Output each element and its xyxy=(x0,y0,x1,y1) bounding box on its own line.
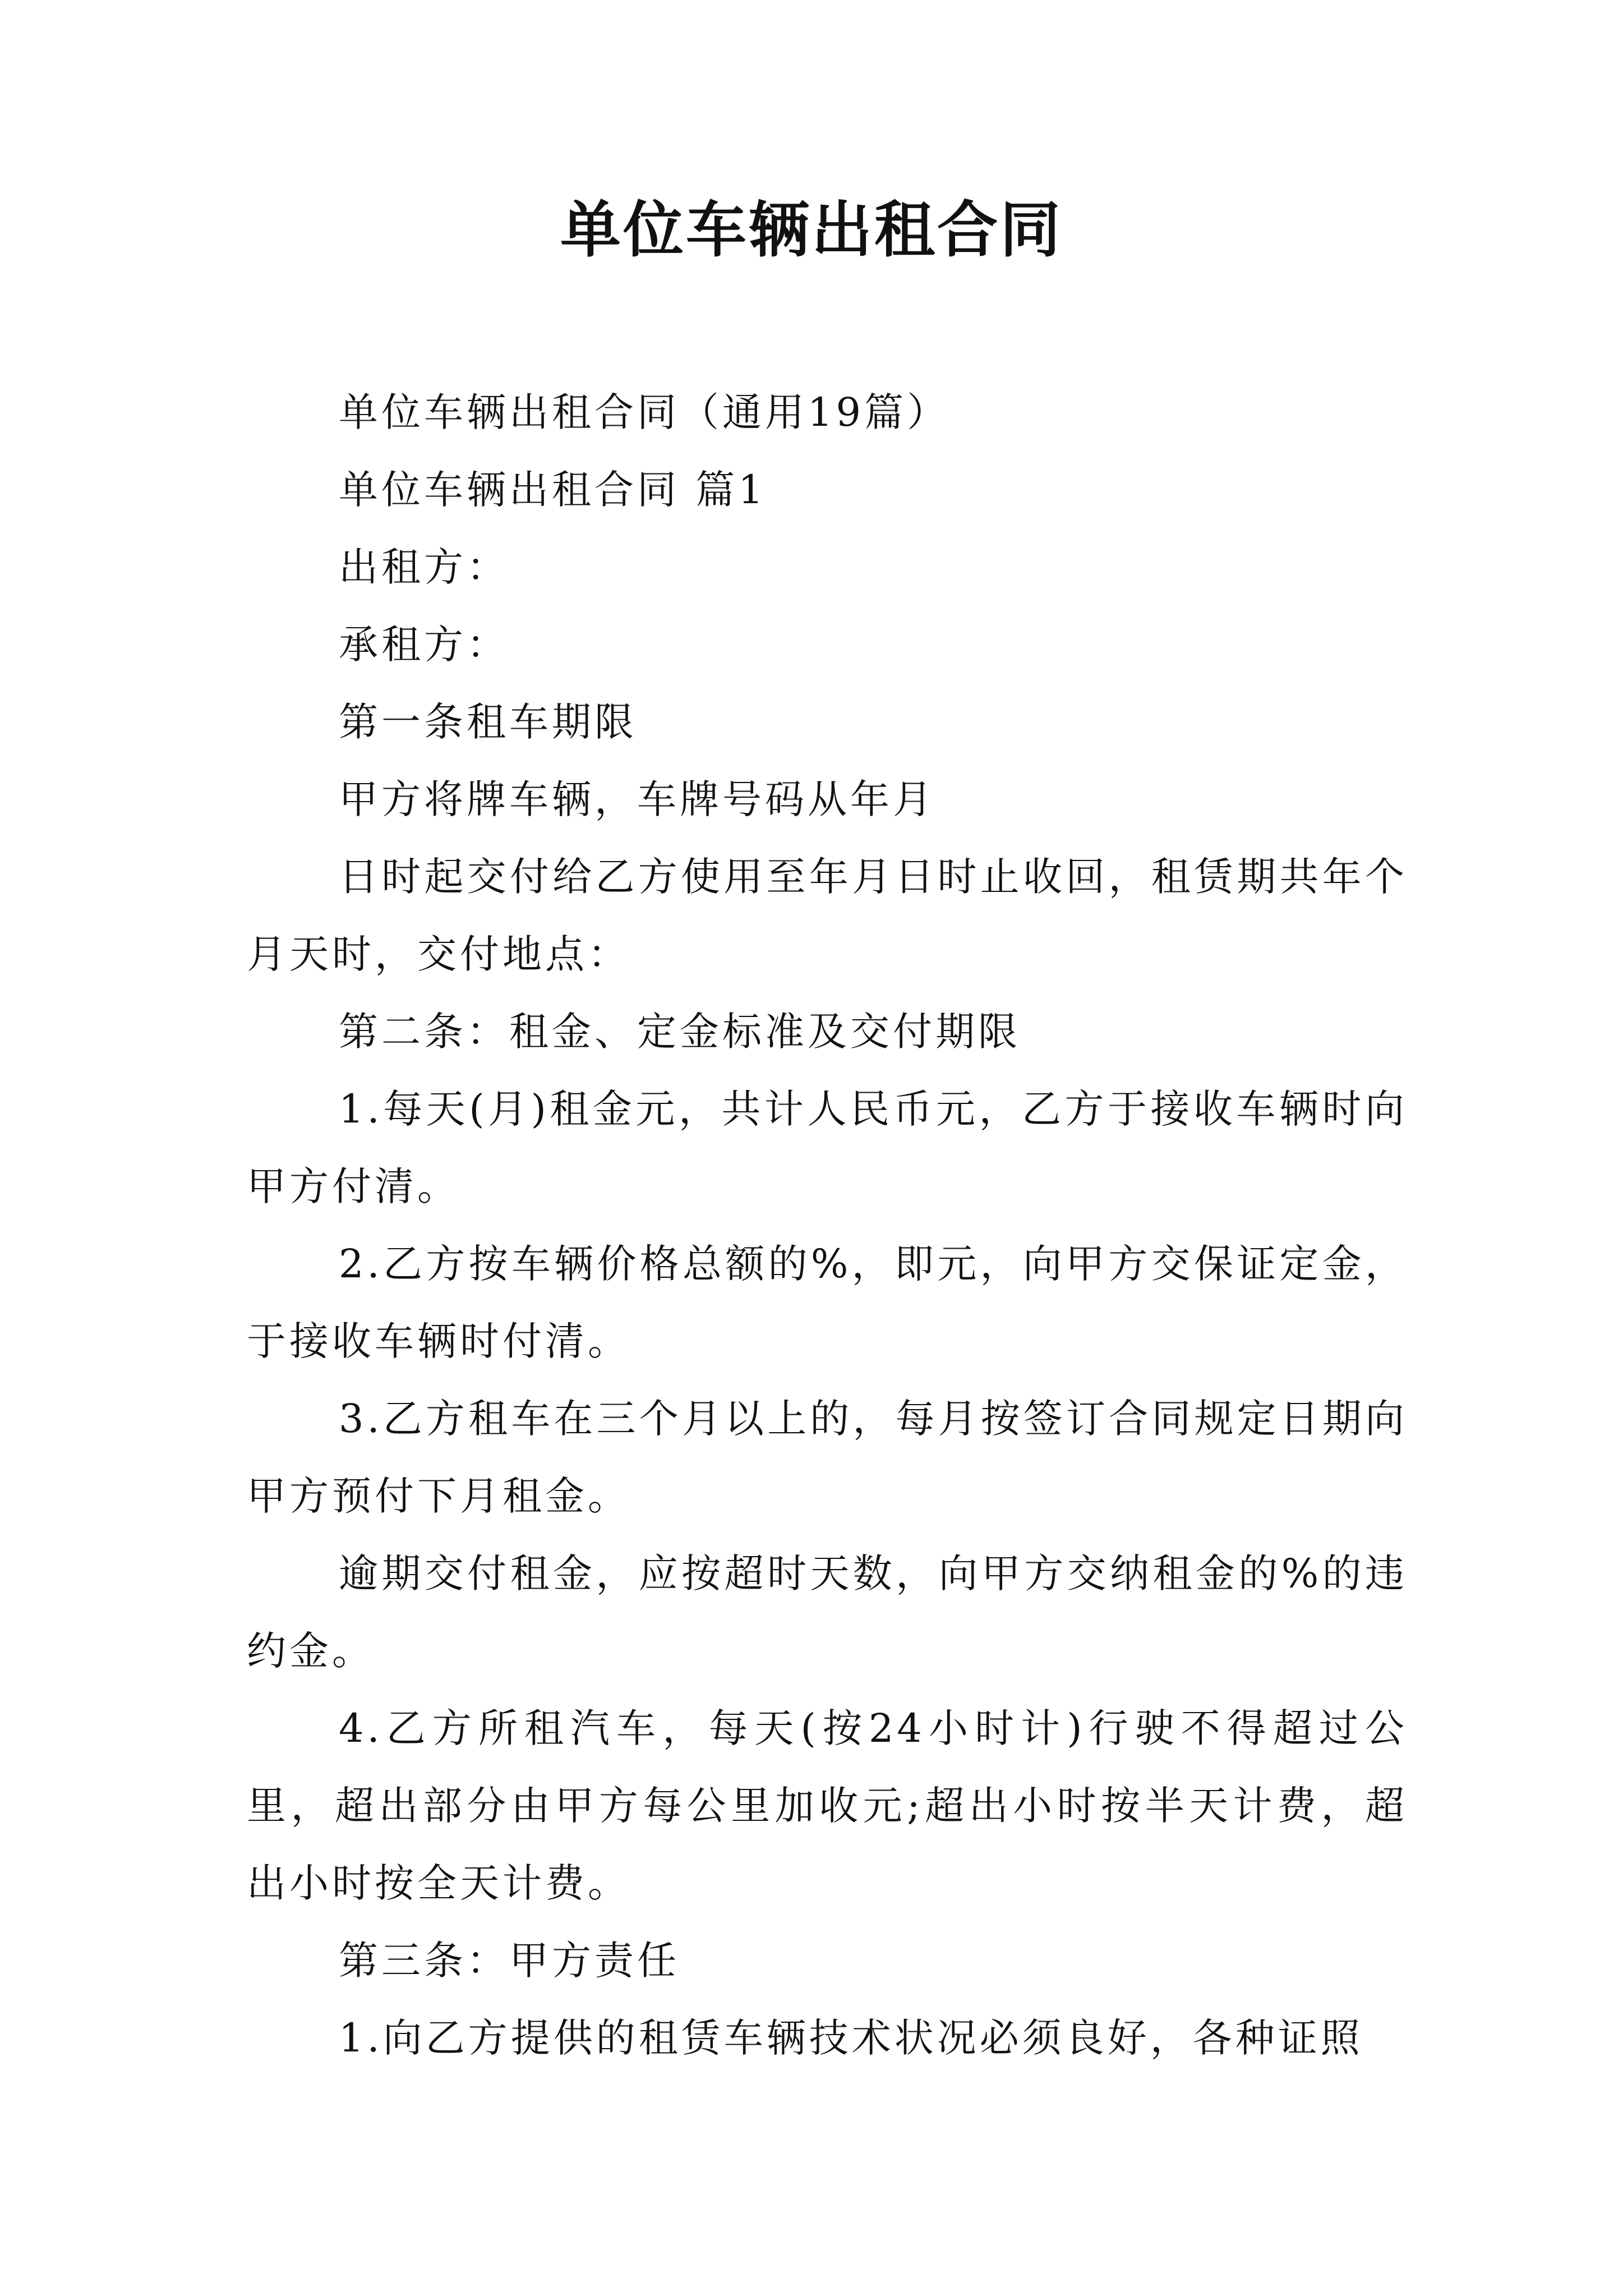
paragraph: 单位车辆出租合同（通用19篇） xyxy=(339,389,950,435)
paragraph: 第一条租车期限 xyxy=(339,699,637,745)
paragraph: 2.乙方按车辆价格总额的%，即元，向甲方交保证定金，于接收车辆时付清。 xyxy=(247,1241,1408,1364)
paragraph: 3.乙方租车在三个月以上的，每月按签订合同规定日期向甲方预付下月租金。 xyxy=(247,1396,1408,1519)
document-body xyxy=(247,374,1408,2077)
paragraph: 承租方： xyxy=(339,622,509,668)
document-title: 单位车辆出租合同 xyxy=(560,195,1063,265)
paragraph: 逾期交付租金，应按超时天数，向甲方交纳租金的%的违约金。 xyxy=(247,1550,1408,1674)
paragraph: 单位车辆出租合同 篇1 xyxy=(339,467,767,513)
paragraph: 1.向乙方提供的租赁车辆技术状况必须良好，各种证照 xyxy=(339,2015,1363,2061)
paragraph: 4.乙方所租汽车，每天(按24小时计)行驶不得超过公里，超出部分由甲方每公里加收元;超出小时按半天计费，超出小时按全天计费。 xyxy=(247,1705,1408,1906)
paragraph: 日时起交付给乙方使用至年月日时止收回，租赁期共年个月天时，交付地点： xyxy=(247,854,1408,977)
paragraph: 第二条：租金、定金标准及交付期限 xyxy=(339,1009,1021,1055)
paragraph: 1.每天(月)租金元，共计人民币元，乙方于接收车辆时向甲方付清。 xyxy=(247,1086,1408,1209)
paragraph: 第三条：甲方责任 xyxy=(339,1938,680,1984)
paragraph: 甲方将牌车辆，车牌号码从年月 xyxy=(339,776,935,822)
paragraph: 出租方： xyxy=(339,544,509,590)
